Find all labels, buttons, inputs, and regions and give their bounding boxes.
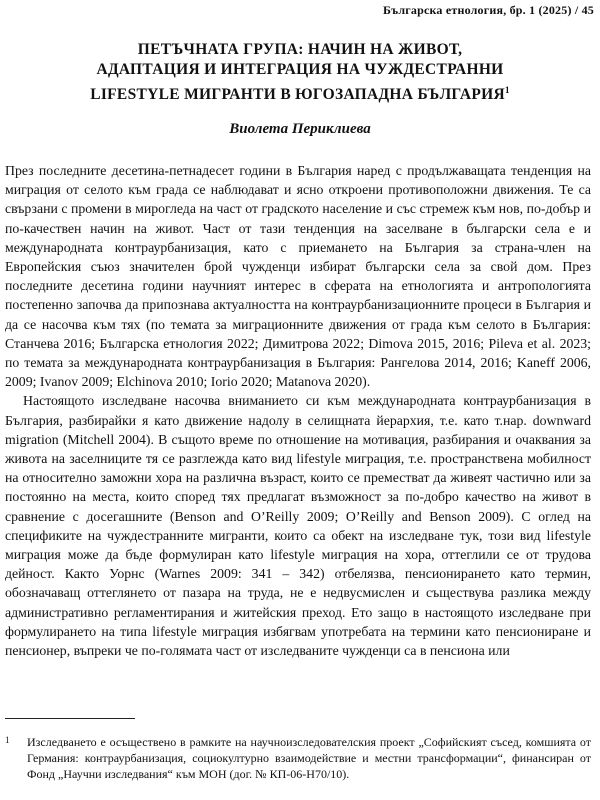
- footnote-marker[interactable]: 1: [505, 85, 510, 95]
- article-title: [40, 40, 560, 105]
- footnote-divider: [5, 718, 135, 719]
- paragraph: През последните десетина-петнадесет години в България наред с продължаващата тенденция на миграция от селото към града се наблюдават и ясно откроени противоположни движения. Те са свързани с промени в мирогледа на част от градското население и със стремеж към нов, по-добър и по-качествен начин на живот. Част от тази тенденция на заселване в български села е и международната контраурбанизация, като с приемането на България за страна-член на Европейския съюз значителен брой чужденци избират български села за свой дом. През последните десетина години научният интерес в сферата на етнологията и антропологията постепенно започва да припознава актуалността на контраурбанизационните процеси в България и да се насочва към тях (по темата за миграционните движения от града към селото в България: Станчева 2016; Българска етнология 2022; Димитрова 2022; Dimova 2015, 2016; Pileva et al. 2023; по темата за международната контраурбанизация в България: Рангелова 2014, 2016; Kaneff 2006, 2009; Ivanov 2009; Elchinova 2010; Iorio 2020; Matanova 2020).: [5, 163, 591, 390]
- title-line: [40, 80, 560, 105]
- title-line: ПЕТЪЧНАТА ГРУПА: НАЧИН НА ЖИВОТ,: [137, 41, 463, 58]
- article-body: [5, 161, 591, 660]
- running-head: Българска етнология, бр. 1 (2025) / 45: [382, 3, 594, 17]
- title-line-text: LIFESTYLE МИГРАНТИ В ЮГОЗАПАДНА БЪЛГАРИЯ: [90, 86, 505, 104]
- footnote-text: Изследването е осъществено в рамките на научноизследователския проект „Софийският съсед, комшията от Германия: контраурбанизация, социокултурно взаимодействие и местни трансформации“, финансиран от Фонд „Научни изследвания“ към МОН (дог. № КП-06-Н70/10).: [27, 735, 591, 781]
- author-name: Виолета Периклиева: [229, 121, 371, 137]
- title-line: АДАПТАЦИЯ И ИНТЕГРАЦИЯ НА ЧУЖДЕСТРАННИ: [96, 61, 504, 78]
- footnote: [5, 734, 591, 782]
- footnote-number: 1: [5, 735, 10, 745]
- paragraph: Настоящото изследване насочва вниманието си към международната контраурбанизация в България, разбирайки я като движение надолу в селищната йерархия, т.е. като т.нар. downward migration (Mitchell 2004). В същото време по отношение на мотивация, разбирания и очаквания за живота на заселниците тя се разглежда като вид lifestyle миграция, т.е. пространствена мобилност на относително заможни хора на различна възраст, които се преместват да живеят частично или за постоянно на места, които според тях предлагат възможност за по-добро качество на живот в сравнение с досегашните (Benson and O’Reilly 2009; O’Reilly and Benson 2009). С оглед на спецификите на чуждестранните мигранти, които са обект на изследване тук, този вид lifestyle миграция може да бъде формулиран като lifestyle миграция на хора, оттеглили се от трудова дейност. Както Уорнс (Warnes 2009: 341 – 342) отбелязва, пенсионирането като термин, обозначаващ оттеглянето от пазара на труда, не е недвусмислен и съществува разлика между административно регламентирания и житейския преход. Ето защо в настоящото изследване при формулирането на типа lifestyle миграция избягвам употребата на термини като пенсиониране и пенсионер, въпреки че по-голямата част от изследваните чужденци са в пенсиона или: [5, 393, 591, 659]
